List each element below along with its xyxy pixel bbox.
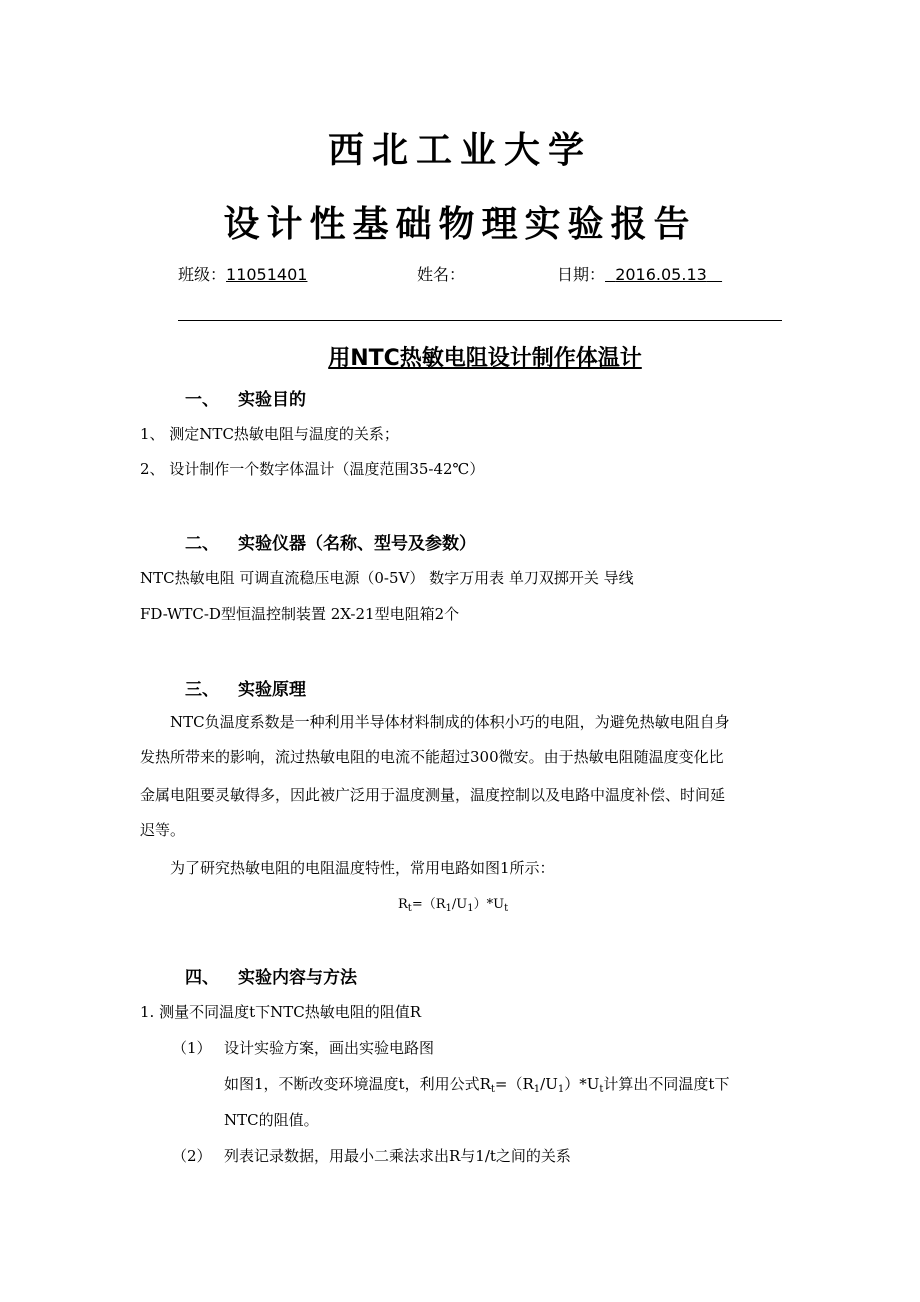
name-label: 姓名： xyxy=(417,265,466,284)
instrument-line-2: FD-WTC-D型恒温控制装置 2X-21型电阻箱2个 xyxy=(140,605,460,623)
section2-number: 二、 xyxy=(185,534,219,554)
date-field xyxy=(557,262,722,285)
resistance-formula: $R_t=(R_1/U_1)*U_t$ xyxy=(398,897,509,914)
section4-number: 四、 xyxy=(185,968,219,988)
step2-text: 列表记录数据，用最小二乘法求出R与1/t之间的关系 xyxy=(224,1147,571,1165)
class-field xyxy=(178,262,307,285)
objective-item-2: 2、 设计制作一个数字体温计（温度范围35-42℃） xyxy=(140,460,485,478)
section1-number: 一、 xyxy=(185,390,219,410)
section3-heading: 实验原理 xyxy=(238,680,306,700)
header-divider xyxy=(178,320,782,321)
university-title: 西北工业大学 xyxy=(327,129,592,171)
principle-line-4: 迟等。 xyxy=(140,821,186,839)
class-value: 11051401 xyxy=(226,265,308,284)
section2-heading: 实验仪器（名称、型号及参数） xyxy=(238,534,476,554)
objective-item-1: 1、 测定NTC热敏电阻与温度的关系； xyxy=(140,425,399,443)
principle-line-2: 发热所带来的影响，流过热敏电阻的电流不能超过300微安。由于热敏电阻随温度变化比 xyxy=(140,748,724,766)
method-item-1: 1. 测量不同温度t下NTC热敏电阻的阻值R xyxy=(140,1003,422,1021)
step1-description-2: NTC的阻值。 xyxy=(224,1111,319,1129)
principle-para-2: 为了研究热敏电阻的电阻温度特性，常用电路如图1所示： xyxy=(170,859,555,877)
step1-text: 设计实验方案，画出实验电路图 xyxy=(224,1039,435,1057)
principle-line-3: 金属电阻要灵敏得多，因此被广泛用于温度测量，温度控制以及电路中温度补偿、时间延 xyxy=(140,786,726,804)
instrument-line-1: NTC热敏电阻 可调直流稳压电源（0-5V） 数字万用表 单刀双掷开关 导线 xyxy=(140,569,634,587)
class-label: 班级： xyxy=(178,265,227,284)
report-title: 设计性基础物理实验报告 xyxy=(223,203,697,245)
step2-number: （2） xyxy=(172,1147,212,1165)
section4-heading: 实验内容与方法 xyxy=(238,968,357,988)
step1-number: （1） xyxy=(172,1039,212,1057)
principle-line-1: NTC负温度系数是一种利用半导体材料制成的体积小巧的电阻，为避免热敏电阻自身 xyxy=(170,713,730,731)
date-label: 日期： xyxy=(557,265,606,284)
date-value: 2016.05.13 xyxy=(615,265,707,284)
section1-heading: 实验目的 xyxy=(238,390,306,410)
experiment-title: 用NTC热敏电阻设计制作体温计 xyxy=(328,346,642,371)
section3-number: 三、 xyxy=(185,680,219,700)
step1-description: 如图1，不断改变环境温度t，利用公式$R_t=(R_1/U_1)*U_t$计算出不同温度t下 xyxy=(224,1075,730,1095)
